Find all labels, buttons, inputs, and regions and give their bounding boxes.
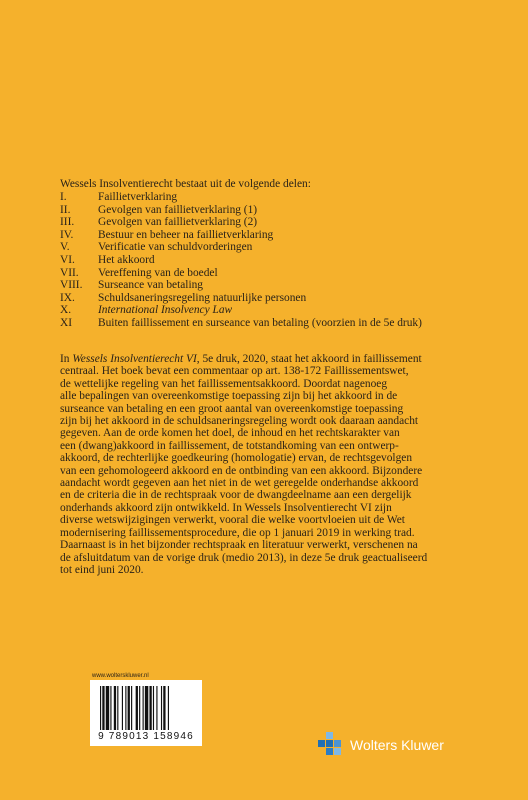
part-title: International Insolvency Law	[98, 304, 233, 317]
part-number: I.	[60, 191, 67, 203]
publisher-url: www.wolterskluwer.nl	[92, 673, 149, 679]
series-parts-list	[60, 191, 422, 330]
barcode-bar	[168, 686, 169, 730]
part-title: Het akkoord	[98, 253, 155, 266]
series-part	[60, 304, 422, 317]
part-title: Verificatie van schuldvorderingen	[98, 241, 253, 254]
part-title: Faillietverklaring	[98, 191, 178, 203]
barcode-bar	[156, 686, 157, 730]
part-title: Gevolgen van faillietverklaring (1)	[98, 203, 258, 216]
series-part	[60, 204, 422, 217]
part-number: III.	[60, 216, 75, 229]
barcode-bar	[145, 686, 148, 730]
barcode-bar	[139, 686, 140, 730]
barcode-bar	[128, 686, 130, 730]
part-title: Buiten faillissement en surseance van betaling (voorzien in de 5e druk)	[98, 316, 422, 329]
series-part	[60, 317, 422, 330]
part-title: Bestuur en beheer na faillietverklaring	[98, 228, 274, 241]
logo-wordmark: Wolters Kluwer	[350, 737, 444, 753]
part-number: XI	[60, 316, 73, 329]
barcode-bar	[149, 686, 151, 730]
part-number: VI.	[60, 253, 75, 266]
part-title: Gevolgen van faillietverklaring (2)	[98, 216, 258, 229]
wolters-kluwer-logo	[318, 732, 444, 758]
barcode-bar	[153, 686, 154, 730]
barcode-bar	[122, 686, 123, 730]
part-number: V.	[60, 241, 70, 254]
part-title: Schuldsaneringsregeling natuurlijke personen	[98, 291, 307, 304]
barcode-bar	[161, 686, 162, 730]
series-part	[60, 191, 422, 204]
barcode-bar	[117, 686, 118, 730]
barcode-bar	[131, 686, 132, 730]
series-part	[60, 267, 422, 280]
part-number: X.	[60, 304, 72, 317]
isbn-barcode	[90, 680, 202, 746]
series-part	[60, 241, 422, 254]
part-number: IX.	[60, 291, 75, 304]
part-number: IV.	[60, 228, 74, 241]
series-part	[60, 216, 422, 229]
barcode-bar	[114, 686, 116, 730]
barcode-bar	[136, 686, 138, 730]
part-number: VII.	[60, 266, 79, 279]
wolters-kluwer-logo-icon	[318, 732, 344, 758]
part-number: II.	[60, 203, 71, 216]
barcode-bar	[125, 686, 126, 730]
barcode-bar	[106, 686, 109, 730]
book-description	[60, 353, 480, 576]
barcode-bar	[102, 686, 104, 730]
barcode-bar	[143, 686, 144, 730]
series-part	[60, 254, 422, 267]
barcode-bar	[110, 686, 111, 730]
series-part	[60, 292, 422, 305]
isbn-number: 9 789013 158946	[98, 731, 194, 742]
barcode-bar	[163, 686, 165, 730]
part-title: Surseance van betaling	[98, 279, 204, 292]
series-part	[60, 229, 422, 242]
barcode-bars	[100, 686, 192, 730]
part-title: Vereffening van de boedel	[98, 266, 218, 279]
series-intro: Wessels Insolventierecht bestaat uit de volgende delen:	[60, 178, 311, 190]
description-prefix: In	[60, 353, 73, 365]
part-number: VIII.	[60, 279, 83, 292]
barcode-bar	[100, 686, 101, 730]
book-title: Wessels Insolventierecht VI	[72, 353, 197, 365]
series-part	[60, 279, 422, 292]
description-text: , 5e druk, 2020, staat het akkoord in faillissement centraal. Het boek bevat een commentaar op art. 138-172 Faillissementswet, de wettelijke regeling van het faillissementsakkoord. Doordat nagenoeg alle bepalingen van overeenkomstige toepassing zijn bij het akkoord in de surseance van betaling en een groot aantal van overeenkomstige toepassing zijn bij het akkoord in de schuldsaneringsregeling wordt ook daaraan aandacht gegeven. Aan de orde komen het doel, de inhoud en het rechtskarakter van een (dwang)akkoord in faillissement, de totstandkoming van een ontwerp- akkoord, de rechterlijke goedkeuring (homologatie) ervan, de rechtsgevolgen van een gehomologeerd akkoord en de ontbinding van een akkoord. Bijzondere aandacht wordt gegeven aan het niet in de wet geregelde onderhandse akkoord en de criteria die in de rechtspraak voor de dwangdeelname aan een dergelijk onderhands akkoord zijn ontwikkeld. In Wessels Insolventierecht VI zijn diverse wetswijzigingen verwerkt, vooral die welke voortvloeien uit de Wet modernisering faillissementsprocedure, die op 1 januari 2019 in werking trad. Daarnaast is in het bijzonder rechtspraak en literatuur verwerkt, verschenen na de afsluitdatum van de vorige druk (medio 2013), in deze 5e druk geactualiseerd tot eind juni 2020.	[60, 353, 428, 576]
